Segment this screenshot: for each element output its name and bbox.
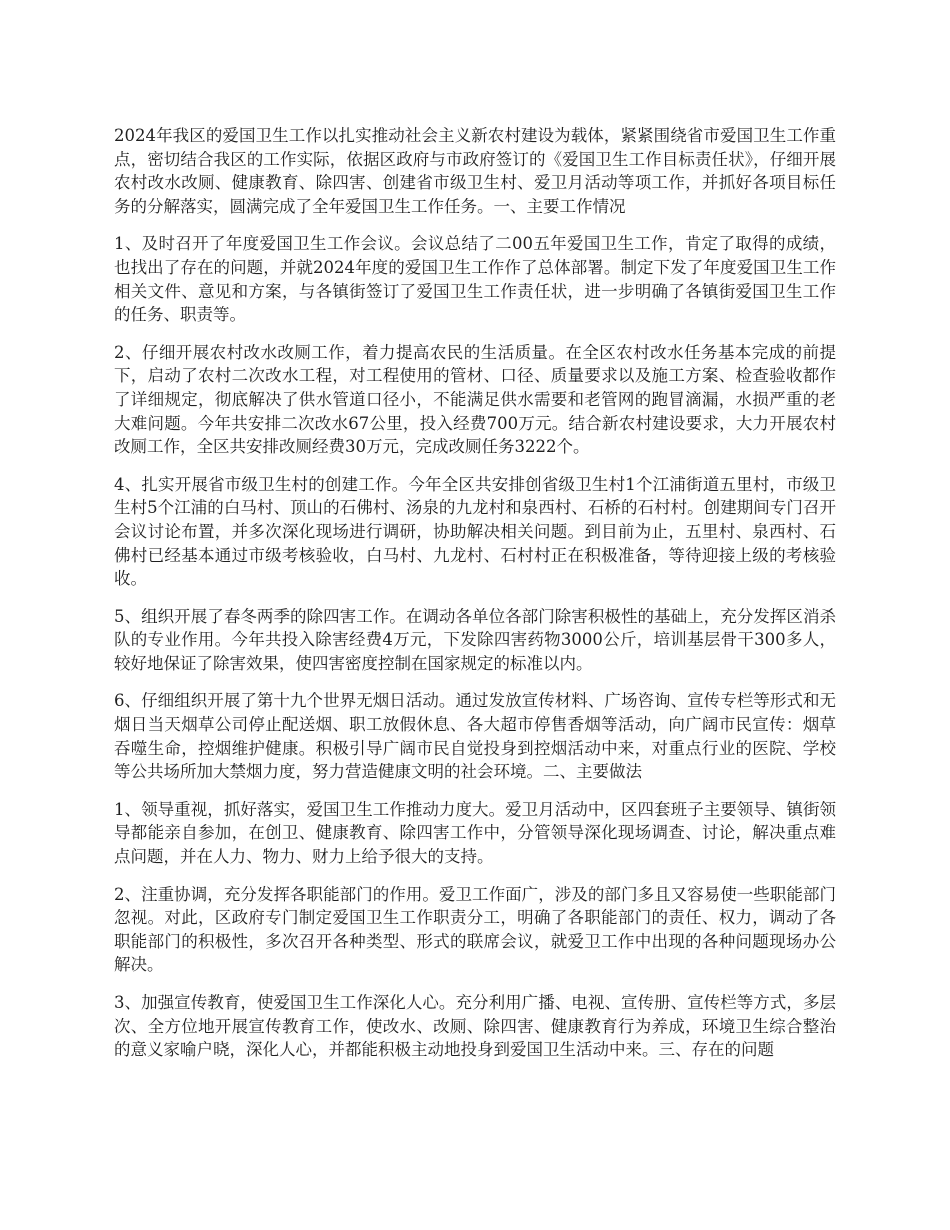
paragraph-sanitary-village: 4、扎实开展省市级卫生村的创建工作。今年全区共安排创省级卫生村1个江浦街道五里村，市级卫生村5个江浦的白马村、顶山的石佛村、汤泉的九龙村和泉西村、石桥的石村村。创建期间专门召开会议讨论布置，并多次深化现场进行调研，协助解决相关问题。到目前为止，五里村、泉西村、石佛村已经基本通过市级考核验收，白马村、九龙村、石村村正在积极准备，等待迎接上级的考核验收。 — [114, 474, 836, 589]
intro-paragraph: 2024年我区的爱国卫生工作以扎实推动社会主义新农村建设为载体，紧紧围绕省市爱国卫生工作重点，密切结合我区的工作实际，依据区政府与市政府签订的《爱国卫生工作目标责任状》，仔细开展农村改水改厕、健康教育、除四害、创建省市级卫生村、爱卫月活动等项工作，并抓好各项目标任务的分解落实，圆满完成了全年爱国卫生工作任务。一、主要工作情况 — [114, 126, 836, 216]
paragraph-publicity: 3、加强宣传教育，使爱国卫生工作深化人心。充分利用广播、电视、宣传册、宣传栏等方式，多层次、全方位地开展宣传教育工作，使改水、改厕、除四害、健康教育行为养成，环境卫生综合整治的意义家喻户晓，深化人心，并都能积极主动地投身到爱国卫生活动中来。三、存在的问题 — [114, 993, 836, 1060]
paragraph-annual-meeting: 1、及时召开了年度爱国卫生工作会议。会议总结了二00五年爱国卫生工作，肯定了取得的成绩，也找出了存在的问题，并就2024年度的爱国卫生工作作了总体部署。制定下发了年度爱国卫生工作相关文件、意见和方案，与各镇街签订了爱国卫生工作责任状，进一步明确了各镇街爱国卫生工作的任务、职责等。 — [114, 234, 836, 325]
paragraph-coordination: 2、注重协调，充分发挥各职能部门的作用。爱卫工作面广，涉及的部门多且又容易使一些职能部门忽视。对此，区政府专门制定爱国卫生工作职责分工，明确了各职能部门的责任、权力，调动了各职能部门的积极性，多次召开各种类型、形式的联席会议，就爱卫工作中出现的各种问题现场办公解决。 — [114, 884, 836, 975]
paragraph-water-toilet-reform: 2、仔细开展农村改水改厕工作，着力提高农民的生活质量。在全区农村改水任务基本完成的前提下，启动了农村二次改水工程，对工程使用的管材、口径、质量要求以及施工方案、检查验收都作了详细规定，彻底解决了供水管道口径小，不能满足供水需要和老管网的跑冒滴漏，水损严重的老大难问题。今年共安排二次改水67公里，投入经费700万元。结合新农村建设要求，大力开展农村改厕工作，全区共安排改厕经费30万元，完成改厕任务3222个。 — [114, 342, 836, 457]
paragraph-no-tobacco-day: 6、仔细组织开展了第十九个世界无烟日活动。通过发放宣传材料、广场咨询、宣传专栏等形式和无烟日当天烟草公司停止配送烟、职工放假休息、各大超市停售香烟等活动，向广阔市民宣传：烟草吞噬生命，控烟维护健康。积极引导广阔市民自觉投身到控烟活动中来，对重点行业的医院、学校等公共场所加大禁烟力度，努力营造健康文明的社会环境。二、主要做法 — [114, 691, 836, 782]
paragraph-leadership: 1、领导重视，抓好落实，爱国卫生工作推动力度大。爱卫月活动中，区四套班子主要领导、镇街领导都能亲自参加，在创卫、健康教育、除四害工作中，分管领导深化现场调查、讨论，解决重点难点问题，并在人力、物力、财力上给予很大的支持。 — [114, 799, 836, 867]
document-body — [114, 124, 836, 1076]
paragraph-pest-control: 5、组织开展了春冬两季的除四害工作。在调动各单位各部门除害积极性的基础上，充分发挥区消杀队的专业作用。今年共投入除害经费4万元，下发除四害药物3000公斤，培训基层骨干300多人，较好地保证了除害效果，使四害密度控制在国家规定的标准以内。 — [114, 606, 836, 673]
